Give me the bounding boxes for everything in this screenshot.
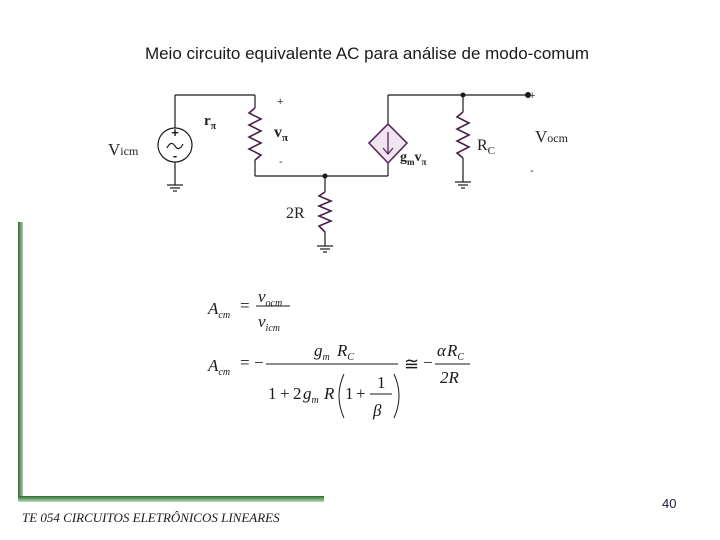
vpi-plus-sign: + — [277, 96, 284, 108]
source-minus-sign: - — [172, 148, 178, 163]
vicm-label: Vicm — [108, 140, 139, 159]
den-one: 1 — [268, 384, 277, 403]
vpi-label: $v_\pi$ — [274, 124, 289, 145]
2r-label: 2R — [286, 205, 305, 222]
approx-sign: ≅ — [404, 354, 420, 374]
eq-1: = — [240, 296, 250, 315]
vocm-plus-sign: + — [529, 90, 536, 102]
source-plus-sign: + — [171, 125, 179, 140]
den2-2r: 2R — [440, 368, 459, 387]
den-inner-plus: + — [356, 384, 366, 403]
den-plus: + — [280, 384, 290, 403]
decorative-bar-horizontal — [18, 496, 324, 502]
num-rc: $R_C$ — [337, 341, 355, 363]
v-icm: $v_{icm}$ — [258, 312, 280, 334]
footer-course-title: TE 054 CIRCUITOS ELETRÔNICOS LINEARES — [22, 510, 280, 525]
vocm-label: Vocm — [535, 127, 568, 146]
alpha: α — [437, 341, 446, 360]
rpi-label: $r_\pi$ — [204, 113, 217, 132]
acm-2: $A_{cm}$ — [208, 356, 231, 378]
inner-num-one: 1 — [377, 373, 386, 392]
neg-sign-2: − — [423, 353, 433, 372]
num-gm: $g_m$ — [314, 341, 330, 363]
rc-label: $R_C$ — [477, 137, 496, 158]
neg-sign: − — [254, 353, 264, 372]
decorative-bar-vertical — [18, 222, 23, 502]
inner-beta: β — [373, 401, 382, 420]
num2-rc: $R_C$ — [447, 341, 465, 363]
den-two: 2 — [293, 384, 302, 403]
den-gm: $g_m$ — [303, 384, 319, 406]
eq-2: = — [240, 353, 250, 372]
acm-1: $A_{cm}$ — [208, 299, 231, 321]
v-ocm: $v_{ocm}$ — [258, 287, 283, 309]
gmvpi-label: $g_mv_\pi$ — [400, 150, 427, 167]
vpi-minus-sign: - — [279, 156, 283, 168]
vocm-minus-sign: - — [530, 165, 534, 177]
den-r: R — [324, 384, 335, 403]
slide-title: Meio circuito equivalente AC para análise de modo-comum — [144, 44, 590, 63]
page-number: 40 — [662, 496, 677, 511]
paren-left — [339, 374, 344, 418]
den-inner-one: 1 — [345, 384, 354, 403]
paren-right — [394, 374, 399, 418]
